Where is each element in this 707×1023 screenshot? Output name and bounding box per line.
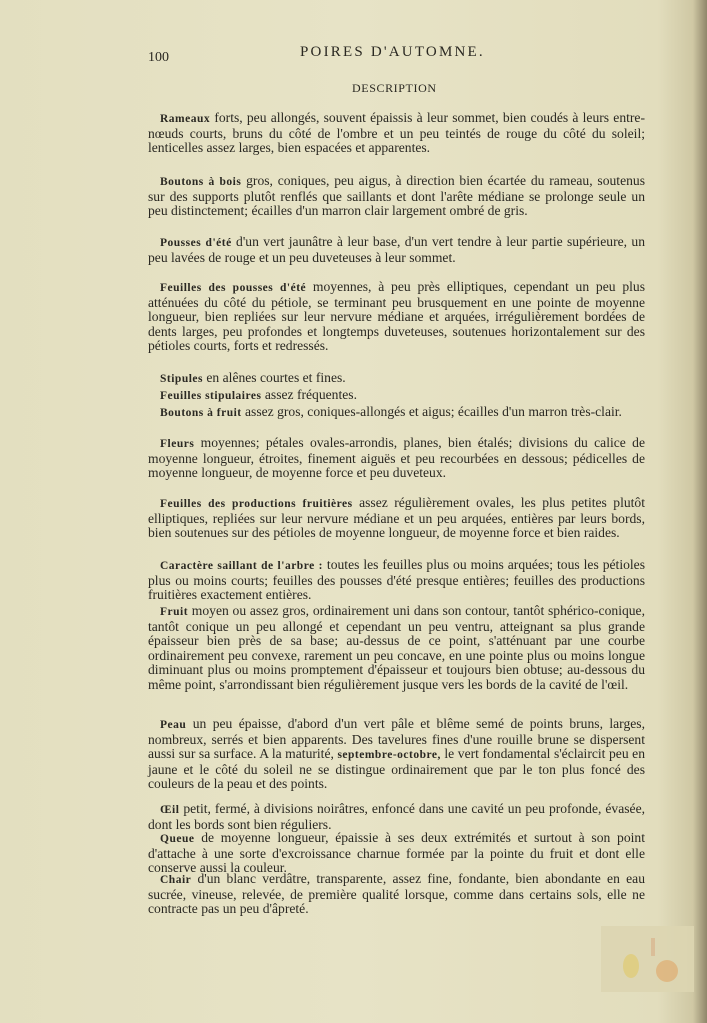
- term: Feuilles des productions fruitières: [160, 498, 353, 510]
- pear-stem-shape: [651, 938, 655, 956]
- description-text: gros, coniques, peu aigus, à direction bien écartée du rameau, soutenus sur des supports plutôt renflés que saillants et dont l'arête médiane se prolonge seule un peu distinctement; écailles d'un marron clair largement ombré de gris.: [148, 173, 645, 219]
- term-maturity: septembre-octobre,: [337, 749, 441, 762]
- paragraph-caractere: [148, 558, 645, 603]
- paragraph-feuilles-productions: [148, 496, 645, 541]
- bleed-through-pear-plate-image: [601, 926, 694, 992]
- description-text: assez gros, coniques-allongés et aigus; écailles d'un marron très-clair.: [241, 404, 622, 419]
- description-text: un peu épaisse, d'abord d'un vert pâle et blême semé de points bruns, larges, nombreux, serrés et bien apparents. Des tavelures fines d'une rouille brune se dispersent aussi sur sa surface. A la maturité,: [148, 716, 645, 762]
- term: Queue: [160, 833, 195, 845]
- description-text: assez fréquentes.: [261, 387, 357, 402]
- term: Boutons à fruit: [160, 407, 242, 419]
- term: Œil: [160, 804, 180, 816]
- paragraph-stipules: [148, 371, 645, 387]
- term: Caractère saillant de l'arbre :: [160, 560, 323, 572]
- description-text: petit, fermé, à divisions noirâtres, enfoncé dans une cavité un peu profonde, évasée, dont les bords sont bien réguliers.: [148, 801, 645, 832]
- description-text: toutes les feuilles plus ou moins arquées; tous les pétioles plus ou moins courts; feuilles des pousses d'été presque entières; feuilles des productions fruitières exactement entières.: [148, 557, 645, 603]
- paragraph-oeil: [148, 802, 645, 832]
- page-number: 100: [148, 50, 169, 65]
- description-text: moyennes; pétales ovales-arrondis, planes, bien étalés; divisions du calice de moyenne longueur, étroites, finement aiguës et peu recourbées en dessous; pédicelles de moyenne longueur, de moyenne force et peu duveteux.: [148, 435, 645, 481]
- section-title: DESCRIPTION: [352, 81, 437, 95]
- running-title: POIRES D'AUTOMNE.: [300, 44, 485, 60]
- pear-shape: [623, 954, 639, 978]
- paragraph-pousses-d-ete: [148, 235, 645, 265]
- paragraph-queue: [148, 831, 645, 876]
- paragraph-fruit: [148, 604, 645, 693]
- paragraph-boutons-a-bois: [148, 174, 645, 219]
- paragraph-rameaux: [148, 111, 645, 156]
- term: Feuilles des pousses d'été: [160, 282, 307, 294]
- term: Stipules: [160, 373, 203, 385]
- paragraph-peau: [148, 717, 645, 792]
- term: Boutons à bois: [160, 176, 242, 188]
- pear-shape: [656, 960, 678, 982]
- term: Pousses d'été: [160, 237, 232, 249]
- term: Feuilles stipulaires: [160, 390, 262, 402]
- description-text: assez régulièrement ovales, les plus petites plutôt elliptiques, repliées sur leur nervure médiane et un peu arquées, entières par leurs bords, bien soutenues sur des pétioles de moyenne longueur, de moyenne force et bien raides.: [148, 495, 645, 541]
- description-text: moyennes, à peu près elliptiques, cependant un peu plus atténuées du côté du pétiole, se terminant peu brusquement en une pointe de moyenne longueur, bien repliées sur leur nervure médiane et arquées, irrégulièrement bordées de dents larges, peu profondes et longtemps duveteuses, soutenues horizontalement sur des pétioles courts, forts et redressés.: [148, 279, 645, 354]
- description-text: le vert fondamental s'éclaircit peu en jaune et le côté du soleil ne se distingue ordinairement que par le ton plus foncé des couleurs de la peau et des points.: [148, 746, 646, 792]
- description-text: forts, peu allongés, souvent épaissis à leur sommet, bien coudés à leurs entre-nœuds courts, bruns du côté de l'ombre et un peu teintés de rouge du côté du soleil; lenticelles assez larges, bien espacées et apparentes.: [148, 110, 645, 156]
- description-text: d'un blanc verdâtre, transparente, assez fine, fondante, bien abondante en eau sucrée, vineuse, relevée, de première qualité lorsque, comme dans certains sols, elle ne contracte pas un peu d'âpreté.: [148, 871, 645, 917]
- term: Chair: [160, 874, 192, 886]
- term: Fleurs: [160, 438, 195, 450]
- paragraph-feuilles-stipulaires: [148, 388, 645, 404]
- description-text: moyen ou assez gros, ordinairement uni dans son contour, tantôt sphérico-conique, tantôt conique un peu allongé et cependant un peu ventru, atteignant sa plus grande épaisseur bien près de sa base; au-dessus de ce point, s'atténuant par une courbe ordinairement peu convexe, rarement un peu concave, en une pointe plus ou moins longue diminuant plus ou moins promptement d'épaisseur et toujours bien obtuse; au-dessous du même point, s'arrondissant bien régulièrement jusque vers les bords de la cavité de l'œil.: [148, 603, 645, 692]
- term: Fruit: [160, 606, 189, 618]
- term: Rameaux: [160, 113, 211, 125]
- paragraph-fleurs: [148, 436, 645, 481]
- paragraph-boutons-a-fruit: [148, 405, 645, 421]
- description-text: de moyenne longueur, épaissie à ses deux extrémités et surtout à son point d'attache à une sorte d'excroissance charnue formée par la pointe du fruit et dont elle conserve aussi la couleur.: [148, 830, 645, 876]
- description-text: d'un vert jaunâtre à leur base, d'un vert tendre à leur partie supérieure, un peu lavées de rouge et un peu duveteuses à leur sommet.: [148, 234, 645, 265]
- description-text: en alênes courtes et fines.: [203, 370, 346, 385]
- term: Peau: [160, 719, 187, 731]
- paragraph-chair: [148, 872, 645, 917]
- paragraph-feuilles-pousses: [148, 280, 645, 354]
